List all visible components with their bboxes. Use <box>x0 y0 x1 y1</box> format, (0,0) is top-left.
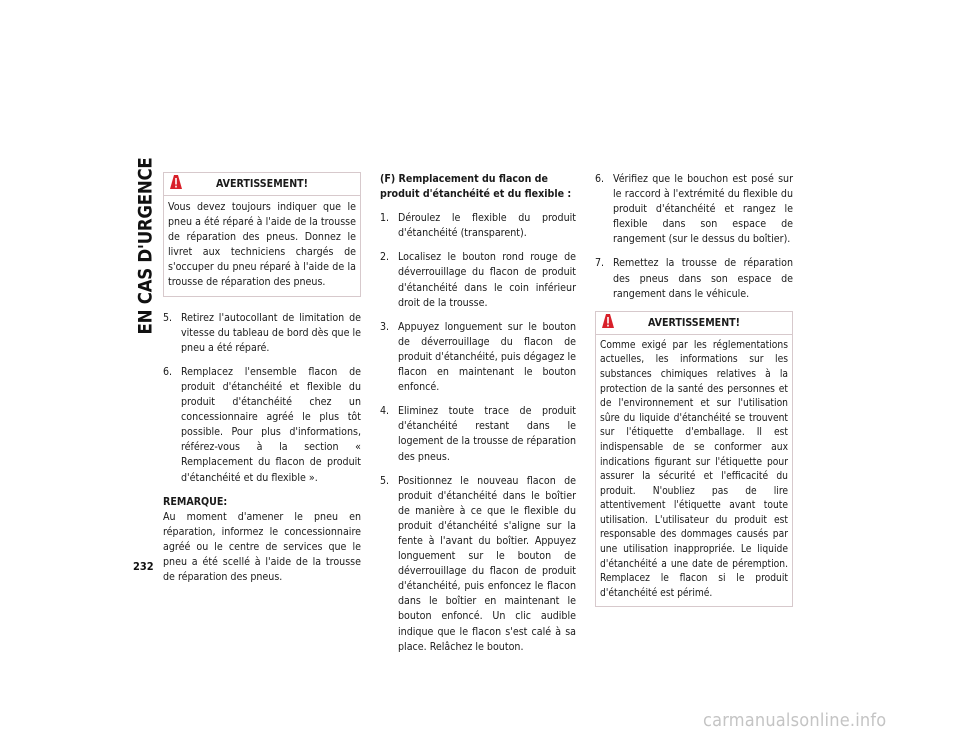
warning-header-1 <box>164 173 360 196</box>
note-text: Au moment d'amener le pneu en réparation, informez le concessionnaire agréé ou le centre de services que le pneu a été scellé à l'aide de la trousse de réparation des pneus. <box>163 510 361 584</box>
step-text: Déroulez le flexible du produit d'étanchéité (transparent). <box>398 212 576 240</box>
step-text: Eliminez toute trace de produit d'étanchéité restant dans le logement de la trousse de réparation des pneus. <box>398 405 576 463</box>
warning-body-2: Comme exigé par les réglementations actuelles, les informations sur les substances chimiques relatives à la protection de la santé des personnes et de l'environnement et sur l'utilisation sûre du liquide d'étanchéité se trouvent sur l'étiquette d'emballage. Il est indispensable de se conformer aux indications figurant sur l'étiquette pour assurer la sécurité et l'efficacité du produit. N'oubliez pas de lire attentivement l'étiquette avant toute utilisation. L'utilisateur du produit est responsable des dommages causés par une utilisation inappropriée. Le liquide d'étanchéité a une date de péremption. Remplacez le flacon si le produit d'étanchéité est périmé. <box>600 339 788 599</box>
section-tab-label: EN CAS D'URGENCE <box>135 157 157 334</box>
step-text: Remplacez l'ensemble flacon de produit d'étanchéité et flexible du produit d'étanchéité chez un concessionnaire agréé le plus tôt possible. Pour plus d'informations, référez-vous à la section « Remplacement du flacon de produit d'étanchéité et du flexible ». <box>181 365 361 484</box>
step-text: Localisez le bouton rond rouge de déverrouillage du flacon de produit d'étanchéité dans le coin inférieur droit de la trousse. <box>398 251 576 309</box>
step-number: 5. <box>380 474 390 487</box>
step-number: 4. <box>380 405 390 418</box>
column-3 <box>595 172 793 621</box>
list-item <box>380 474 576 655</box>
step-text: Appuyez longuement sur le bouton de déverrouillage du flacon de produit d'étanchéité, puis dégagez le flacon en maintenant le bouton enfoncé. <box>398 320 576 394</box>
section-tab <box>133 157 159 334</box>
step-text: Positionnez le nouveau flacon de produit d'étanchéité dans le boîtier de manière à ce que le flexible du produit d'étanchéité s'aligne sur la fente à l'avant du boîtier. Appuyez longuement sur le bouton de déverrouillage du flacon de produit d'étanchéité, puis enfoncez le flacon dans le boîtier en maintenant le bouton enfoncé. Un clic audible indique que le flacon s'est calé à sa place. Relâchez le bouton. <box>398 474 576 653</box>
list-item <box>595 256 793 301</box>
steps-list-col3 <box>595 172 793 302</box>
warning-box-1 <box>163 172 361 297</box>
step-number: 1. <box>380 212 390 225</box>
list-item <box>380 211 576 241</box>
step-number: 6. <box>163 365 173 378</box>
warning-header-2 <box>596 312 792 335</box>
column-2 <box>380 172 576 664</box>
column-1 <box>163 172 361 585</box>
warning-triangle-icon <box>169 174 183 190</box>
list-item <box>163 365 361 486</box>
step-number: 7. <box>595 257 605 270</box>
step-number: 3. <box>380 320 390 333</box>
section-heading: (F) Remplacement du flacon de produit d'étanchéité et du flexible : <box>380 173 572 201</box>
warning-triangle-icon <box>601 313 615 329</box>
warning-box-2 <box>595 311 793 608</box>
step-text: Vérifiez que le bouchon est posé sur le raccord à l'extrémité du flexible du produit d'étanchéité et rangez le flexible dans son espace de rangement (sur le dessus du boîtier). <box>613 173 793 246</box>
watermark: carmanualsonline.info <box>703 710 887 731</box>
note-label: REMARQUE: <box>163 495 228 508</box>
list-item <box>595 172 793 247</box>
warning-title-1: AVERTISSEMENT! <box>215 178 309 190</box>
step-number: 2. <box>380 251 390 264</box>
step-text: Remettez la trousse de réparation des pneus dans son espace de rangement dans le véhicule. <box>613 257 793 300</box>
list-item <box>163 311 361 356</box>
step-number: 5. <box>163 311 173 324</box>
step-text: Retirez l'autocollant de limitation de vitesse du tableau de bord dès que le pneu a été réparé. <box>181 311 361 354</box>
list-item <box>380 250 576 310</box>
warning-title-2: AVERTISSEMENT! <box>647 316 741 329</box>
list-item <box>380 320 576 395</box>
step-number: 6. <box>595 173 605 185</box>
list-item <box>380 404 576 464</box>
steps-list-col1 <box>163 311 361 486</box>
page-number: 232 <box>133 560 154 573</box>
steps-list-col2 <box>380 211 576 655</box>
warning-body-1: Vous devez toujours indiquer que le pneu a été réparé à l'aide de la trousse de réparation des pneus. Donnez le livret aux techniciens chargés de s'occuper du pneu réparé à l'aide de la trousse de réparation des pneus. <box>168 201 356 289</box>
